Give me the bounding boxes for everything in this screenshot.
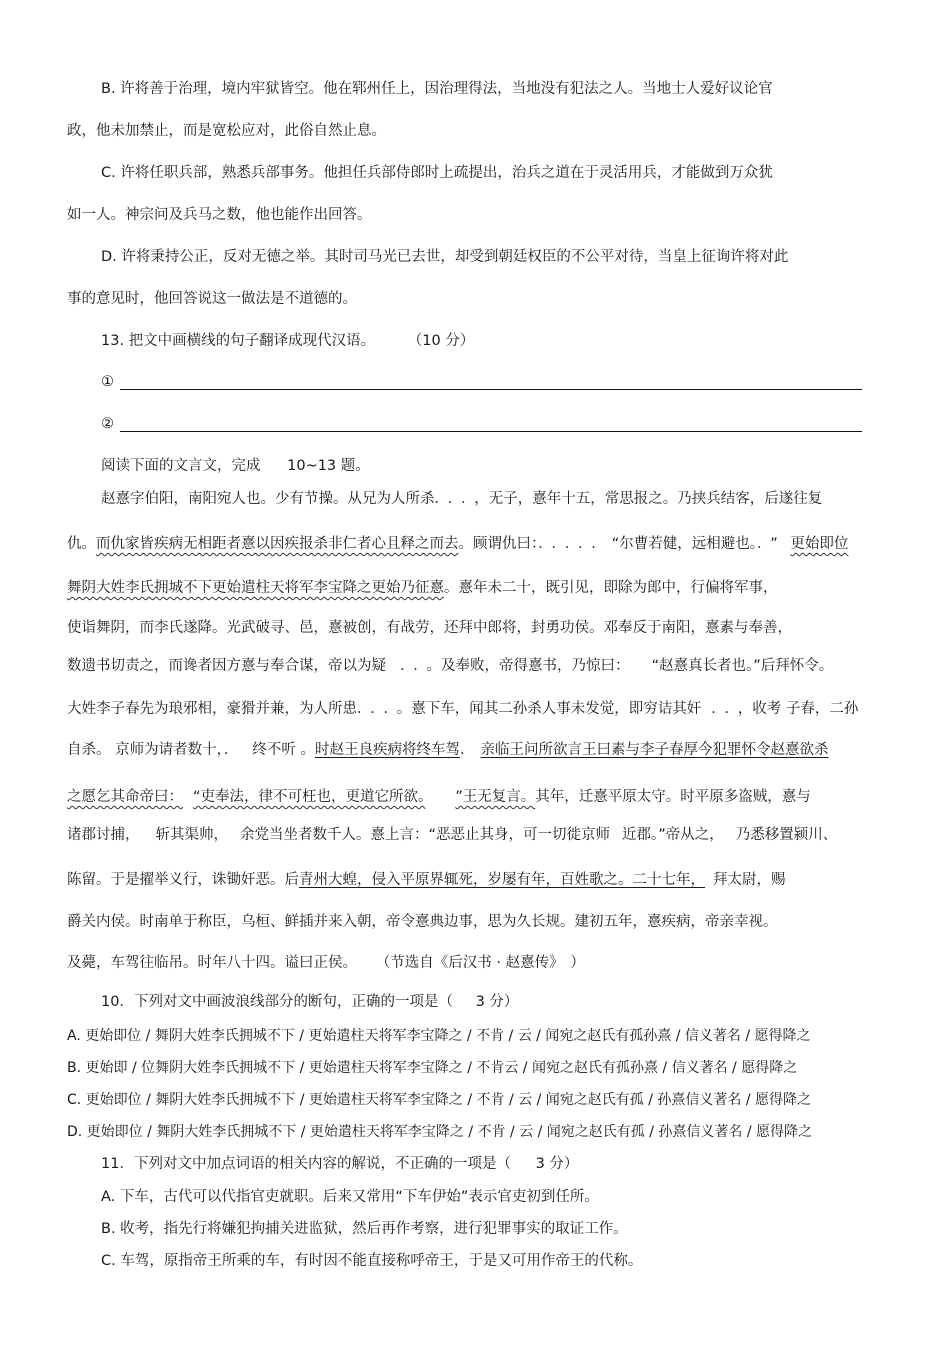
passage-line-4 xyxy=(67,618,792,638)
passage-line-12 xyxy=(67,953,585,973)
passage-text: 。顾谓仇曰： xyxy=(458,536,539,552)
passage-line-1 xyxy=(101,489,822,509)
q13-answer-line-1[interactable] xyxy=(120,389,862,390)
reading-intro xyxy=(101,456,370,476)
passage-source: （节选自《后汉书 · 赵憙传》 xyxy=(383,955,557,971)
emphasis-dots: ． xyxy=(459,742,481,758)
passage-text: 陈留。于是擢举义行，诛锄奸恶。后 xyxy=(67,872,299,888)
q11-stem-text: 11．下列对文中加点词语的相关内容的解说，不正确的一项是（ xyxy=(101,1156,511,1172)
passage-text: 赵憙字伯阳，南阳宛人也。少有节操。从兄为人所杀 xyxy=(101,491,435,507)
q10-points: 3 分） xyxy=(475,994,519,1010)
emphasis-dots: ．．．．． xyxy=(538,536,612,552)
passage-text: 其年，迁憙平原太守。时平原多盗贼，憙与 xyxy=(535,789,811,805)
passage-text: 。憙下车，闻其二孙杀人事未发觉，即穷诘其奸 xyxy=(396,701,702,717)
passage-text: 终不听 。 xyxy=(252,742,315,758)
passage-text: 诸郡讨捕， xyxy=(67,827,140,843)
q13-stem xyxy=(101,331,474,351)
passage-text: 大姓李子春先为琅邪相，豪猾并兼，为人所患 xyxy=(67,701,357,717)
passage-text: 自杀。 京师为请者数十， xyxy=(67,742,224,758)
q12-option-d-line2: 事的意见时，他回答说这一做法是不道德的。 xyxy=(67,291,357,307)
passage-text: ，收考 子春，二孙 xyxy=(737,701,859,717)
q11-stem xyxy=(101,1154,578,1174)
wavy-underlined-text: ”王无复言。 xyxy=(455,789,536,805)
passage-text: 爵关内侯。时南单于称臣，乌桓、鲜插并来入朝，帝令憙典边事，思为久长规。建初五年，憙疾病，帝亲幸视。 xyxy=(67,914,778,930)
passage-line-11 xyxy=(67,912,778,932)
reading-intro-text: 阅读下面的文言文，完成 xyxy=(101,458,261,474)
passage-line-5 xyxy=(67,656,833,676)
q13-answer-mark-2: ② xyxy=(101,416,114,432)
underlined-sentence: 二十七年， xyxy=(632,872,705,888)
passage-line-6 xyxy=(67,699,858,719)
passage-text: 仇。 xyxy=(67,536,96,552)
q13-answer-line-2[interactable] xyxy=(120,431,862,432)
passage-text: ，无子，憙年十五，常思报之。乃挟兵结客，后遂往复 xyxy=(474,491,823,507)
q12-option-b-line2: 政，他未加禁止，而是宽松应对，此俗自然止息。 xyxy=(67,123,386,139)
passage-text: 。憙年未二十，既引见，即除为郎中，行偏将军事， xyxy=(444,580,778,596)
emphasis-dots: ． xyxy=(757,536,771,552)
passage-text: 及薨，车驾往临吊。时年八十四。谥曰正侯。 xyxy=(67,955,357,971)
q13-stem-text: 13. 把文中画横线的句子翻译成现代汉语。 xyxy=(101,333,376,349)
emphasis-dots: ．．． xyxy=(434,491,475,507)
q12-option-c-line1: C. 许将任职兵部，熟悉兵部事务。他担任兵部侍郎时上疏提出，治兵之道在于灵活用兵，才能做到万众犹 xyxy=(101,165,773,181)
q12-option-b-line1: B. 许将善于治理，境内牢狱皆空。他在郓州任上，因治理得法，当地没有犯法之人。当地士人爱好议论官 xyxy=(101,81,773,97)
wavy-underlined-text: 而仇家皆疾病无相距者憙以因疾报杀非仁者心且释之而去 xyxy=(96,536,459,552)
passage-text: 斩其渠帅， xyxy=(155,827,228,843)
emphasis-dots: ．． xyxy=(711,701,738,717)
reading-intro-range: 10~13 题。 xyxy=(287,458,370,474)
passage-text: ） xyxy=(570,955,585,971)
emphasis-dots: ． xyxy=(223,742,245,758)
q10-option-b[interactable]: B. 更始即 / 位舞阴大姓李氏拥城不下 / 更始遣柱天将军李宝降之 / 不肯云 / 闻宛之赵氏有孤孙熹 / 信义著名 / 愿得降之 xyxy=(67,1060,798,1076)
emphasis-dots: ．．． xyxy=(357,701,397,717)
q10-option-d[interactable]: D. 更始即位 / 舞阴大姓李氏拥城不下 / 更始遣柱天将军李宝降之 / 不肯 / 云 / 闻宛之赵氏有孤 / 孙熹信义著名 / 愿得降之 xyxy=(67,1124,812,1140)
q11-option-b[interactable]: B. 收考，指先行将嫌犯拘捕关进监狱，然后再作考察，进行犯罪事实的取证工作。 xyxy=(101,1221,628,1237)
underlined-sentence: 时赵王良疾病将终车驾 xyxy=(314,742,460,758)
q10-stem xyxy=(101,992,518,1012)
wavy-underlined-text: 之愿乞其命帝曰： xyxy=(67,789,183,805)
wavy-underlined-text: 更始即位 xyxy=(790,536,849,552)
underlined-sentence: 亲临王问所欲言王曰素与李子春厚今犯罪怀令赵憙欲杀 xyxy=(480,742,829,758)
q13-points: （10 分） xyxy=(407,333,475,349)
passage-text: 使诣舞阴，而李氏遂降。光武破寻、邑，憙被创，有战劳，还拜中郎将，封勇功侯。邓奉反于南阳，憙素与奉善， xyxy=(67,620,792,636)
q11-option-a[interactable]: A. 下车，古代可以代指官吏就职。后来又常用“下车伊始”表示官吏初到任所。 xyxy=(101,1189,599,1205)
passage-text: ” xyxy=(770,536,778,552)
q10-option-a[interactable]: A. 更始即位 / 舞阴大姓李氏拥城不下 / 更始遣柱天将军李宝降之 / 不肯 / 云 / 闻宛之赵氏有孤孙熹 / 信义著名 / 愿得降之 xyxy=(67,1028,811,1044)
q12-option-c-line2: 如一人。神宗问及兵马之数，他也能作出回答。 xyxy=(67,207,372,223)
passage-line-9 xyxy=(67,825,837,845)
passage-text: 乃悉移置颍川、 xyxy=(735,827,838,843)
q11-points: 3 分） xyxy=(535,1156,579,1172)
passage-line-8 xyxy=(67,787,811,807)
passage-line-10 xyxy=(67,870,786,890)
passage-text: 余党当坐者数千人 xyxy=(240,827,356,843)
passage-quote: “尔曹若健，远相避也。 xyxy=(611,536,758,552)
q11-option-c[interactable]: C. 车驾，原指帝王所乘的车，有时因不能直接称呼帝王，于是又可用作帝王的代称。 xyxy=(101,1253,643,1269)
passage-text: 。憙上言：“恶恶止其身，可一切徙京师 xyxy=(356,827,611,843)
underlined-sentence: 青州大蝗，侵入平原界辄死，岁屡有年，百姓歌之。 xyxy=(299,872,633,888)
q10-stem-text: 10．下列对文中画波浪线部分的断句，正确的一项是（ xyxy=(101,994,453,1010)
passage-line-2 xyxy=(67,534,848,554)
emphasis-dots: ．． xyxy=(400,658,427,674)
passage-text: 数遗书切责之，而谗者因方憙与奉合谋，帝以为疑 xyxy=(67,658,386,674)
wavy-underlined-text: 舞阴大姓李氏拥城不下更始遣柱天将军李宝降之更始乃征憙 xyxy=(67,580,444,596)
q13-answer-mark-1: ① xyxy=(101,374,114,390)
q12-option-d-line1: D. 许将秉持公正，反对无德之举。其时司马光已去世，却受到朝廷权臣的不公平对待，当皇上征询许将对此 xyxy=(101,249,789,265)
passage-text: 拜太尉，赐 xyxy=(713,872,786,888)
passage-text: 。及奉败，帝得憙书，乃惊曰： xyxy=(426,658,630,674)
passage-line-7 xyxy=(67,740,828,760)
wavy-underlined-text: “吏奉法，律不可枉也，更道它所欲。 xyxy=(193,789,426,805)
passage-text: 近郡。”帝从之， xyxy=(622,827,724,843)
passage-line-3 xyxy=(67,578,778,598)
passage-quote: “赵憙真长者也。”后拜怀令。 xyxy=(651,658,834,674)
q10-option-c[interactable]: C. 更始即位 / 舞阴大姓李氏拥城不下 / 更始遣柱天将军李宝降之 / 不肯 / 云 / 闻宛之赵氏有孤 / 孙熹信义著名 / 愿得降之 xyxy=(67,1092,811,1108)
